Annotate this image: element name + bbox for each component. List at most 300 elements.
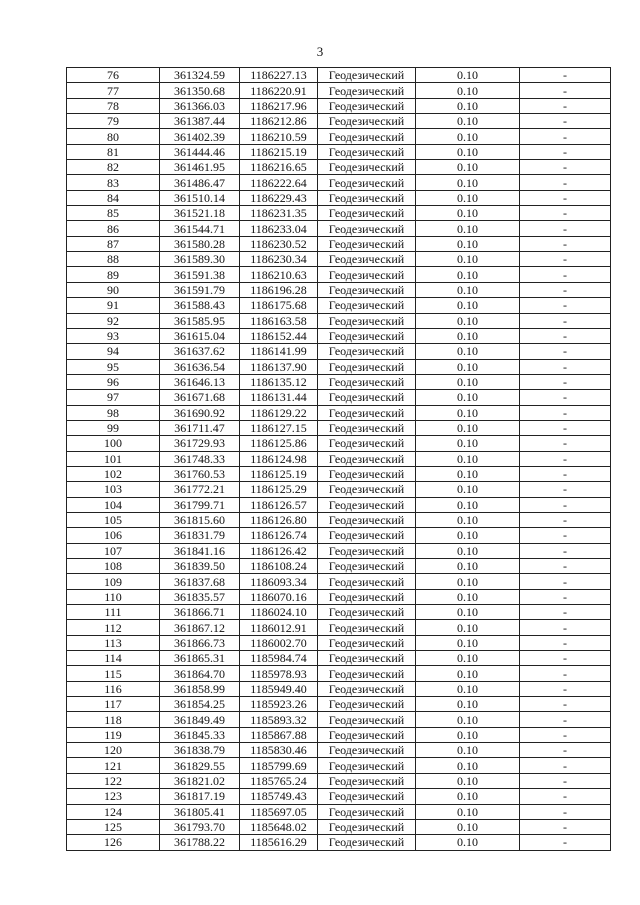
y-coordinate-cell: 1186230.52 xyxy=(240,236,318,251)
accuracy-cell: 0.10 xyxy=(416,374,520,389)
remark-cell: - xyxy=(520,190,611,205)
point-number-cell: 95 xyxy=(67,359,160,374)
accuracy-cell: 0.10 xyxy=(416,298,520,313)
x-coordinate-cell: 361729.93 xyxy=(160,436,240,451)
coordinates-table xyxy=(66,67,611,851)
x-coordinate-cell: 361838.79 xyxy=(160,743,240,758)
remark-cell: - xyxy=(520,298,611,313)
method-cell: Геодезический xyxy=(318,712,416,727)
method-cell: Геодезический xyxy=(318,436,416,451)
remark-cell: - xyxy=(520,206,611,221)
method-cell: Геодезический xyxy=(318,114,416,129)
remark-cell: - xyxy=(520,773,611,788)
point-number-cell: 120 xyxy=(67,743,160,758)
x-coordinate-cell: 361402.39 xyxy=(160,129,240,144)
table-row xyxy=(67,804,611,819)
y-coordinate-cell: 1186175.68 xyxy=(240,298,318,313)
x-coordinate-cell: 361748.33 xyxy=(160,451,240,466)
accuracy-cell: 0.10 xyxy=(416,482,520,497)
method-cell: Геодезический xyxy=(318,390,416,405)
table-row xyxy=(67,436,611,451)
method-cell: Геодезический xyxy=(318,589,416,604)
accuracy-cell: 0.10 xyxy=(416,328,520,343)
y-coordinate-cell: 1186125.19 xyxy=(240,466,318,481)
point-number-cell: 92 xyxy=(67,313,160,328)
y-coordinate-cell: 1186108.24 xyxy=(240,559,318,574)
y-coordinate-cell: 1186131.44 xyxy=(240,390,318,405)
accuracy-cell: 0.10 xyxy=(416,83,520,98)
method-cell: Геодезический xyxy=(318,160,416,175)
accuracy-cell: 0.10 xyxy=(416,236,520,251)
remark-cell: - xyxy=(520,758,611,773)
method-cell: Геодезический xyxy=(318,789,416,804)
x-coordinate-cell: 361591.79 xyxy=(160,282,240,297)
remark-cell: - xyxy=(520,160,611,175)
method-cell: Геодезический xyxy=(318,681,416,696)
accuracy-cell: 0.10 xyxy=(416,390,520,405)
point-number-cell: 91 xyxy=(67,298,160,313)
y-coordinate-cell: 1186125.86 xyxy=(240,436,318,451)
accuracy-cell: 0.10 xyxy=(416,405,520,420)
accuracy-cell: 0.10 xyxy=(416,651,520,666)
method-cell: Геодезический xyxy=(318,374,416,389)
table-row xyxy=(67,313,611,328)
table-row xyxy=(67,390,611,405)
x-coordinate-cell: 361866.71 xyxy=(160,605,240,620)
method-cell: Геодезический xyxy=(318,666,416,681)
point-number-cell: 78 xyxy=(67,98,160,113)
point-number-cell: 85 xyxy=(67,206,160,221)
point-number-cell: 108 xyxy=(67,559,160,574)
table-row xyxy=(67,466,611,481)
x-coordinate-cell: 361854.25 xyxy=(160,697,240,712)
method-cell: Геодезический xyxy=(318,298,416,313)
accuracy-cell: 0.10 xyxy=(416,282,520,297)
y-coordinate-cell: 1186196.28 xyxy=(240,282,318,297)
x-coordinate-cell: 361841.16 xyxy=(160,543,240,558)
x-coordinate-cell: 361591.38 xyxy=(160,267,240,282)
x-coordinate-cell: 361829.55 xyxy=(160,758,240,773)
remark-cell: - xyxy=(520,252,611,267)
remark-cell: - xyxy=(520,451,611,466)
remark-cell: - xyxy=(520,697,611,712)
x-coordinate-cell: 361858.99 xyxy=(160,681,240,696)
x-coordinate-cell: 361510.14 xyxy=(160,190,240,205)
y-coordinate-cell: 1186124.98 xyxy=(240,451,318,466)
table-row xyxy=(67,697,611,712)
table-row xyxy=(67,497,611,512)
y-coordinate-cell: 1186126.80 xyxy=(240,512,318,527)
method-cell: Геодезический xyxy=(318,497,416,512)
y-coordinate-cell: 1185765.24 xyxy=(240,773,318,788)
x-coordinate-cell: 361839.50 xyxy=(160,559,240,574)
method-cell: Геодезический xyxy=(318,758,416,773)
method-cell: Геодезический xyxy=(318,175,416,190)
remark-cell: - xyxy=(520,405,611,420)
table-row xyxy=(67,175,611,190)
accuracy-cell: 0.10 xyxy=(416,589,520,604)
table-row xyxy=(67,681,611,696)
remark-cell: - xyxy=(520,129,611,144)
x-coordinate-cell: 361793.70 xyxy=(160,819,240,834)
point-number-cell: 96 xyxy=(67,374,160,389)
remark-cell: - xyxy=(520,482,611,497)
x-coordinate-cell: 361817.19 xyxy=(160,789,240,804)
table-row xyxy=(67,712,611,727)
point-number-cell: 88 xyxy=(67,252,160,267)
method-cell: Геодезический xyxy=(318,328,416,343)
table-row xyxy=(67,835,611,850)
table-row xyxy=(67,789,611,804)
method-cell: Геодезический xyxy=(318,528,416,543)
x-coordinate-cell: 361864.70 xyxy=(160,666,240,681)
x-coordinate-cell: 361637.62 xyxy=(160,344,240,359)
y-coordinate-cell: 1186093.34 xyxy=(240,574,318,589)
x-coordinate-cell: 361615.04 xyxy=(160,328,240,343)
method-cell: Геодезический xyxy=(318,773,416,788)
y-coordinate-cell: 1186127.15 xyxy=(240,420,318,435)
coordinates-table-body xyxy=(67,68,611,851)
accuracy-cell: 0.10 xyxy=(416,681,520,696)
x-coordinate-cell: 361760.53 xyxy=(160,466,240,481)
remark-cell: - xyxy=(520,328,611,343)
remark-cell: - xyxy=(520,512,611,527)
table-row xyxy=(67,359,611,374)
method-cell: Геодезический xyxy=(318,313,416,328)
point-number-cell: 77 xyxy=(67,83,160,98)
method-cell: Геодезический xyxy=(318,605,416,620)
y-coordinate-cell: 1186222.64 xyxy=(240,175,318,190)
table-row xyxy=(67,190,611,205)
accuracy-cell: 0.10 xyxy=(416,206,520,221)
method-cell: Геодезический xyxy=(318,359,416,374)
table-row xyxy=(67,83,611,98)
x-coordinate-cell: 361821.02 xyxy=(160,773,240,788)
accuracy-cell: 0.10 xyxy=(416,144,520,159)
x-coordinate-cell: 361646.13 xyxy=(160,374,240,389)
table-row xyxy=(67,666,611,681)
point-number-cell: 93 xyxy=(67,328,160,343)
remark-cell: - xyxy=(520,344,611,359)
accuracy-cell: 0.10 xyxy=(416,497,520,512)
y-coordinate-cell: 1185648.02 xyxy=(240,819,318,834)
x-coordinate-cell: 361815.60 xyxy=(160,512,240,527)
accuracy-cell: 0.10 xyxy=(416,114,520,129)
table-row xyxy=(67,651,611,666)
method-cell: Геодезический xyxy=(318,835,416,850)
y-coordinate-cell: 1185893.32 xyxy=(240,712,318,727)
y-coordinate-cell: 1185978.93 xyxy=(240,666,318,681)
remark-cell: - xyxy=(520,743,611,758)
point-number-cell: 94 xyxy=(67,344,160,359)
remark-cell: - xyxy=(520,635,611,650)
table-row xyxy=(67,252,611,267)
y-coordinate-cell: 1186152.44 xyxy=(240,328,318,343)
y-coordinate-cell: 1186135.12 xyxy=(240,374,318,389)
point-number-cell: 122 xyxy=(67,773,160,788)
point-number-cell: 123 xyxy=(67,789,160,804)
remark-cell: - xyxy=(520,727,611,742)
point-number-cell: 99 xyxy=(67,420,160,435)
method-cell: Геодезический xyxy=(318,512,416,527)
point-number-cell: 124 xyxy=(67,804,160,819)
accuracy-cell: 0.10 xyxy=(416,512,520,527)
y-coordinate-cell: 1186012.91 xyxy=(240,620,318,635)
accuracy-cell: 0.10 xyxy=(416,267,520,282)
method-cell: Геодезический xyxy=(318,267,416,282)
x-coordinate-cell: 361865.31 xyxy=(160,651,240,666)
remark-cell: - xyxy=(520,559,611,574)
table-row xyxy=(67,282,611,297)
y-coordinate-cell: 1186230.34 xyxy=(240,252,318,267)
remark-cell: - xyxy=(520,466,611,481)
point-number-cell: 80 xyxy=(67,129,160,144)
accuracy-cell: 0.10 xyxy=(416,666,520,681)
point-number-cell: 107 xyxy=(67,543,160,558)
remark-cell: - xyxy=(520,497,611,512)
y-coordinate-cell: 1186215.19 xyxy=(240,144,318,159)
point-number-cell: 81 xyxy=(67,144,160,159)
accuracy-cell: 0.10 xyxy=(416,528,520,543)
x-coordinate-cell: 361324.59 xyxy=(160,68,240,83)
y-coordinate-cell: 1186227.13 xyxy=(240,68,318,83)
table-row xyxy=(67,589,611,604)
remark-cell: - xyxy=(520,605,611,620)
x-coordinate-cell: 361366.03 xyxy=(160,98,240,113)
point-number-cell: 102 xyxy=(67,466,160,481)
x-coordinate-cell: 361350.68 xyxy=(160,83,240,98)
table-row xyxy=(67,574,611,589)
table-row xyxy=(67,773,611,788)
remark-cell: - xyxy=(520,313,611,328)
accuracy-cell: 0.10 xyxy=(416,221,520,236)
point-number-cell: 97 xyxy=(67,390,160,405)
method-cell: Геодезический xyxy=(318,482,416,497)
point-number-cell: 82 xyxy=(67,160,160,175)
y-coordinate-cell: 1186163.58 xyxy=(240,313,318,328)
remark-cell: - xyxy=(520,267,611,282)
method-cell: Геодезический xyxy=(318,451,416,466)
accuracy-cell: 0.10 xyxy=(416,712,520,727)
remark-cell: - xyxy=(520,68,611,83)
method-cell: Геодезический xyxy=(318,635,416,650)
method-cell: Геодезический xyxy=(318,236,416,251)
x-coordinate-cell: 361387.44 xyxy=(160,114,240,129)
y-coordinate-cell: 1186126.42 xyxy=(240,543,318,558)
table-row xyxy=(67,98,611,113)
x-coordinate-cell: 361690.92 xyxy=(160,405,240,420)
remark-cell: - xyxy=(520,528,611,543)
table-row xyxy=(67,620,611,635)
point-number-cell: 117 xyxy=(67,697,160,712)
remark-cell: - xyxy=(520,98,611,113)
remark-cell: - xyxy=(520,420,611,435)
y-coordinate-cell: 1186220.91 xyxy=(240,83,318,98)
point-number-cell: 116 xyxy=(67,681,160,696)
method-cell: Геодезический xyxy=(318,190,416,205)
x-coordinate-cell: 361589.30 xyxy=(160,252,240,267)
method-cell: Геодезический xyxy=(318,804,416,819)
remark-cell: - xyxy=(520,651,611,666)
remark-cell: - xyxy=(520,804,611,819)
point-number-cell: 101 xyxy=(67,451,160,466)
y-coordinate-cell: 1186216.65 xyxy=(240,160,318,175)
remark-cell: - xyxy=(520,574,611,589)
accuracy-cell: 0.10 xyxy=(416,313,520,328)
table-row xyxy=(67,451,611,466)
point-number-cell: 104 xyxy=(67,497,160,512)
accuracy-cell: 0.10 xyxy=(416,190,520,205)
accuracy-cell: 0.10 xyxy=(416,758,520,773)
table-row xyxy=(67,206,611,221)
y-coordinate-cell: 1186210.59 xyxy=(240,129,318,144)
remark-cell: - xyxy=(520,144,611,159)
x-coordinate-cell: 361636.54 xyxy=(160,359,240,374)
y-coordinate-cell: 1185923.26 xyxy=(240,697,318,712)
remark-cell: - xyxy=(520,221,611,236)
table-row xyxy=(67,374,611,389)
method-cell: Геодезический xyxy=(318,574,416,589)
y-coordinate-cell: 1185799.69 xyxy=(240,758,318,773)
method-cell: Геодезический xyxy=(318,344,416,359)
point-number-cell: 118 xyxy=(67,712,160,727)
y-coordinate-cell: 1186212.86 xyxy=(240,114,318,129)
x-coordinate-cell: 361837.68 xyxy=(160,574,240,589)
method-cell: Геодезический xyxy=(318,129,416,144)
accuracy-cell: 0.10 xyxy=(416,819,520,834)
table-row xyxy=(67,482,611,497)
table-row xyxy=(67,543,611,558)
table-row xyxy=(67,267,611,282)
method-cell: Геодезический xyxy=(318,206,416,221)
x-coordinate-cell: 361867.12 xyxy=(160,620,240,635)
x-coordinate-cell: 361544.71 xyxy=(160,221,240,236)
y-coordinate-cell: 1186137.90 xyxy=(240,359,318,374)
method-cell: Геодезический xyxy=(318,405,416,420)
accuracy-cell: 0.10 xyxy=(416,727,520,742)
y-coordinate-cell: 1186024.10 xyxy=(240,605,318,620)
method-cell: Геодезический xyxy=(318,252,416,267)
table-row xyxy=(67,114,611,129)
table-row xyxy=(67,221,611,236)
accuracy-cell: 0.10 xyxy=(416,605,520,620)
table-row xyxy=(67,819,611,834)
point-number-cell: 115 xyxy=(67,666,160,681)
method-cell: Геодезический xyxy=(318,144,416,159)
point-number-cell: 103 xyxy=(67,482,160,497)
method-cell: Геодезический xyxy=(318,68,416,83)
x-coordinate-cell: 361585.95 xyxy=(160,313,240,328)
accuracy-cell: 0.10 xyxy=(416,773,520,788)
accuracy-cell: 0.10 xyxy=(416,804,520,819)
x-coordinate-cell: 361805.41 xyxy=(160,804,240,819)
accuracy-cell: 0.10 xyxy=(416,68,520,83)
method-cell: Геодезический xyxy=(318,743,416,758)
x-coordinate-cell: 361849.49 xyxy=(160,712,240,727)
x-coordinate-cell: 361835.57 xyxy=(160,589,240,604)
method-cell: Геодезический xyxy=(318,420,416,435)
table-row xyxy=(67,144,611,159)
point-number-cell: 98 xyxy=(67,405,160,420)
y-coordinate-cell: 1186229.43 xyxy=(240,190,318,205)
y-coordinate-cell: 1186125.29 xyxy=(240,482,318,497)
accuracy-cell: 0.10 xyxy=(416,436,520,451)
table-row xyxy=(67,160,611,175)
point-number-cell: 89 xyxy=(67,267,160,282)
y-coordinate-cell: 1186141.99 xyxy=(240,344,318,359)
remark-cell: - xyxy=(520,666,611,681)
y-coordinate-cell: 1185616.29 xyxy=(240,835,318,850)
point-number-cell: 125 xyxy=(67,819,160,834)
point-number-cell: 109 xyxy=(67,574,160,589)
method-cell: Геодезический xyxy=(318,559,416,574)
method-cell: Геодезический xyxy=(318,466,416,481)
remark-cell: - xyxy=(520,282,611,297)
accuracy-cell: 0.10 xyxy=(416,160,520,175)
point-number-cell: 119 xyxy=(67,727,160,742)
remark-cell: - xyxy=(520,819,611,834)
remark-cell: - xyxy=(520,789,611,804)
table-row xyxy=(67,405,611,420)
point-number-cell: 110 xyxy=(67,589,160,604)
table-row xyxy=(67,727,611,742)
accuracy-cell: 0.10 xyxy=(416,175,520,190)
y-coordinate-cell: 1186210.63 xyxy=(240,267,318,282)
method-cell: Геодезический xyxy=(318,727,416,742)
table-row xyxy=(67,68,611,83)
y-coordinate-cell: 1185749.43 xyxy=(240,789,318,804)
accuracy-cell: 0.10 xyxy=(416,98,520,113)
remark-cell: - xyxy=(520,436,611,451)
point-number-cell: 106 xyxy=(67,528,160,543)
remark-cell: - xyxy=(520,712,611,727)
y-coordinate-cell: 1186233.04 xyxy=(240,221,318,236)
point-number-cell: 76 xyxy=(67,68,160,83)
x-coordinate-cell: 361845.33 xyxy=(160,727,240,742)
method-cell: Геодезический xyxy=(318,543,416,558)
point-number-cell: 113 xyxy=(67,635,160,650)
remark-cell: - xyxy=(520,114,611,129)
remark-cell: - xyxy=(520,681,611,696)
remark-cell: - xyxy=(520,543,611,558)
accuracy-cell: 0.10 xyxy=(416,466,520,481)
table-row xyxy=(67,344,611,359)
table-row xyxy=(67,559,611,574)
point-number-cell: 121 xyxy=(67,758,160,773)
point-number-cell: 79 xyxy=(67,114,160,129)
method-cell: Геодезический xyxy=(318,697,416,712)
table-row xyxy=(67,743,611,758)
x-coordinate-cell: 361444.46 xyxy=(160,144,240,159)
point-number-cell: 105 xyxy=(67,512,160,527)
accuracy-cell: 0.10 xyxy=(416,620,520,635)
y-coordinate-cell: 1186126.74 xyxy=(240,528,318,543)
x-coordinate-cell: 361671.68 xyxy=(160,390,240,405)
remark-cell: - xyxy=(520,835,611,850)
remark-cell: - xyxy=(520,359,611,374)
accuracy-cell: 0.10 xyxy=(416,635,520,650)
table-row xyxy=(67,236,611,251)
accuracy-cell: 0.10 xyxy=(416,697,520,712)
x-coordinate-cell: 361831.79 xyxy=(160,528,240,543)
y-coordinate-cell: 1185697.05 xyxy=(240,804,318,819)
table-row xyxy=(67,420,611,435)
remark-cell: - xyxy=(520,589,611,604)
table-row xyxy=(67,512,611,527)
point-number-cell: 90 xyxy=(67,282,160,297)
y-coordinate-cell: 1185867.88 xyxy=(240,727,318,742)
y-coordinate-cell: 1186070.16 xyxy=(240,589,318,604)
